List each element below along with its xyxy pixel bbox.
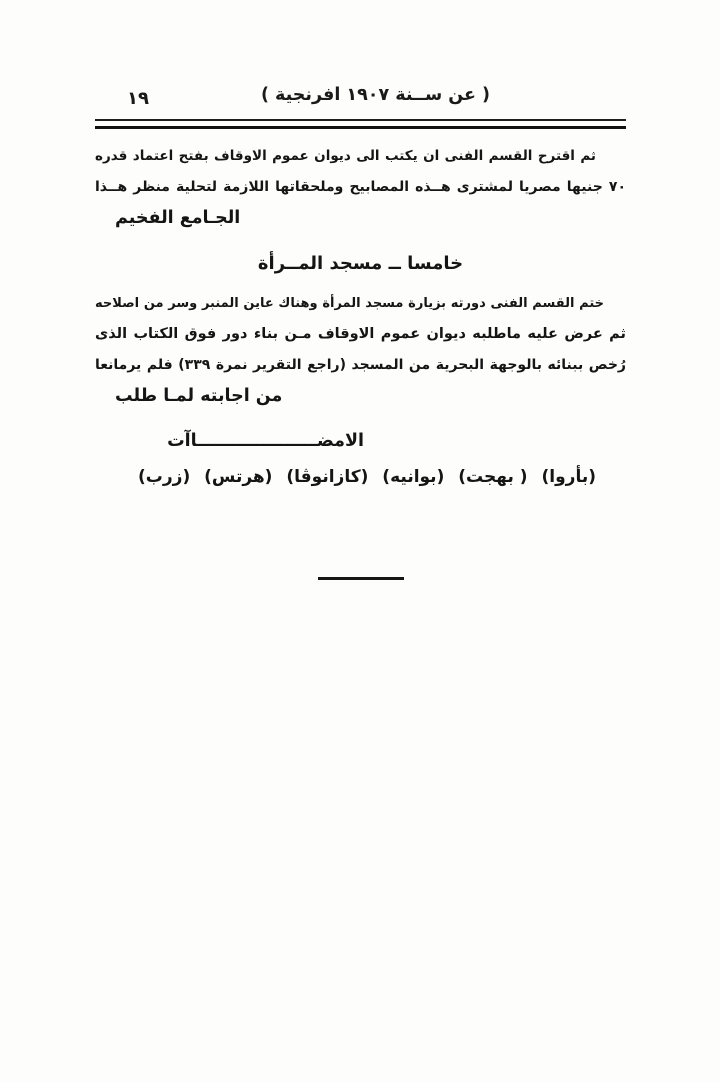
header-divider-rule [95, 119, 626, 129]
signature-name: ( بهجت) [458, 467, 528, 487]
signature-name: (كازانوڤا) [286, 467, 369, 487]
paragraph-2 [95, 288, 626, 412]
paragraph-2-line-3: رُخص ببنائه بالوجهة البحرية من المسجد (راجع التقرير نمرة ٣٣٩) فلم يرمانعا [95, 357, 626, 373]
page-body [95, 141, 626, 493]
paragraph-1-line-3: الجـامع الفخيم [115, 208, 241, 228]
signature-name: (بوانيه) [382, 467, 445, 487]
signature-name: (زرب) [138, 467, 191, 487]
signature-name: (هرتس) [204, 467, 273, 487]
signatures-row [95, 461, 626, 493]
signatures-label: الامضــــــــــــــــــــاآت [167, 431, 364, 451]
page-number: ١٩ [127, 88, 149, 109]
section-heading: خامسا ــ مسجد المــرأة [257, 253, 464, 274]
section-end-rule [318, 577, 404, 580]
paragraph-2-line-1: ختم القسم الفنى دورته بزيارة مسجد المرأة وهناك عاين المنبر وسر من اصلاحه [95, 296, 604, 311]
paragraph-1 [95, 141, 626, 234]
signature-name: (بأروا) [541, 467, 596, 487]
paragraph-1-line-2: ٧٠ جنيها مصريا لمشترى هــذه المصابيح وملحقاتها اللازمة لتحلية منظر هــذا [95, 179, 626, 195]
paragraph-1-line-1: ثم اقترح القسم الفنى ان يكتب الى ديوان عموم الاوقاف بفتح اعتماد قدره [95, 148, 596, 164]
paragraph-2-line-4: من اجابته لمـا طلب [115, 386, 283, 406]
header-title: ( عن ســنة ١٩٠٧ افرنجية ) [260, 85, 491, 105]
paragraph-2-line-2: ثم عرض عليه ماطلبه ديوان عموم الاوقاف مـن بناء دور فوق الكتاب الذى [95, 326, 626, 342]
